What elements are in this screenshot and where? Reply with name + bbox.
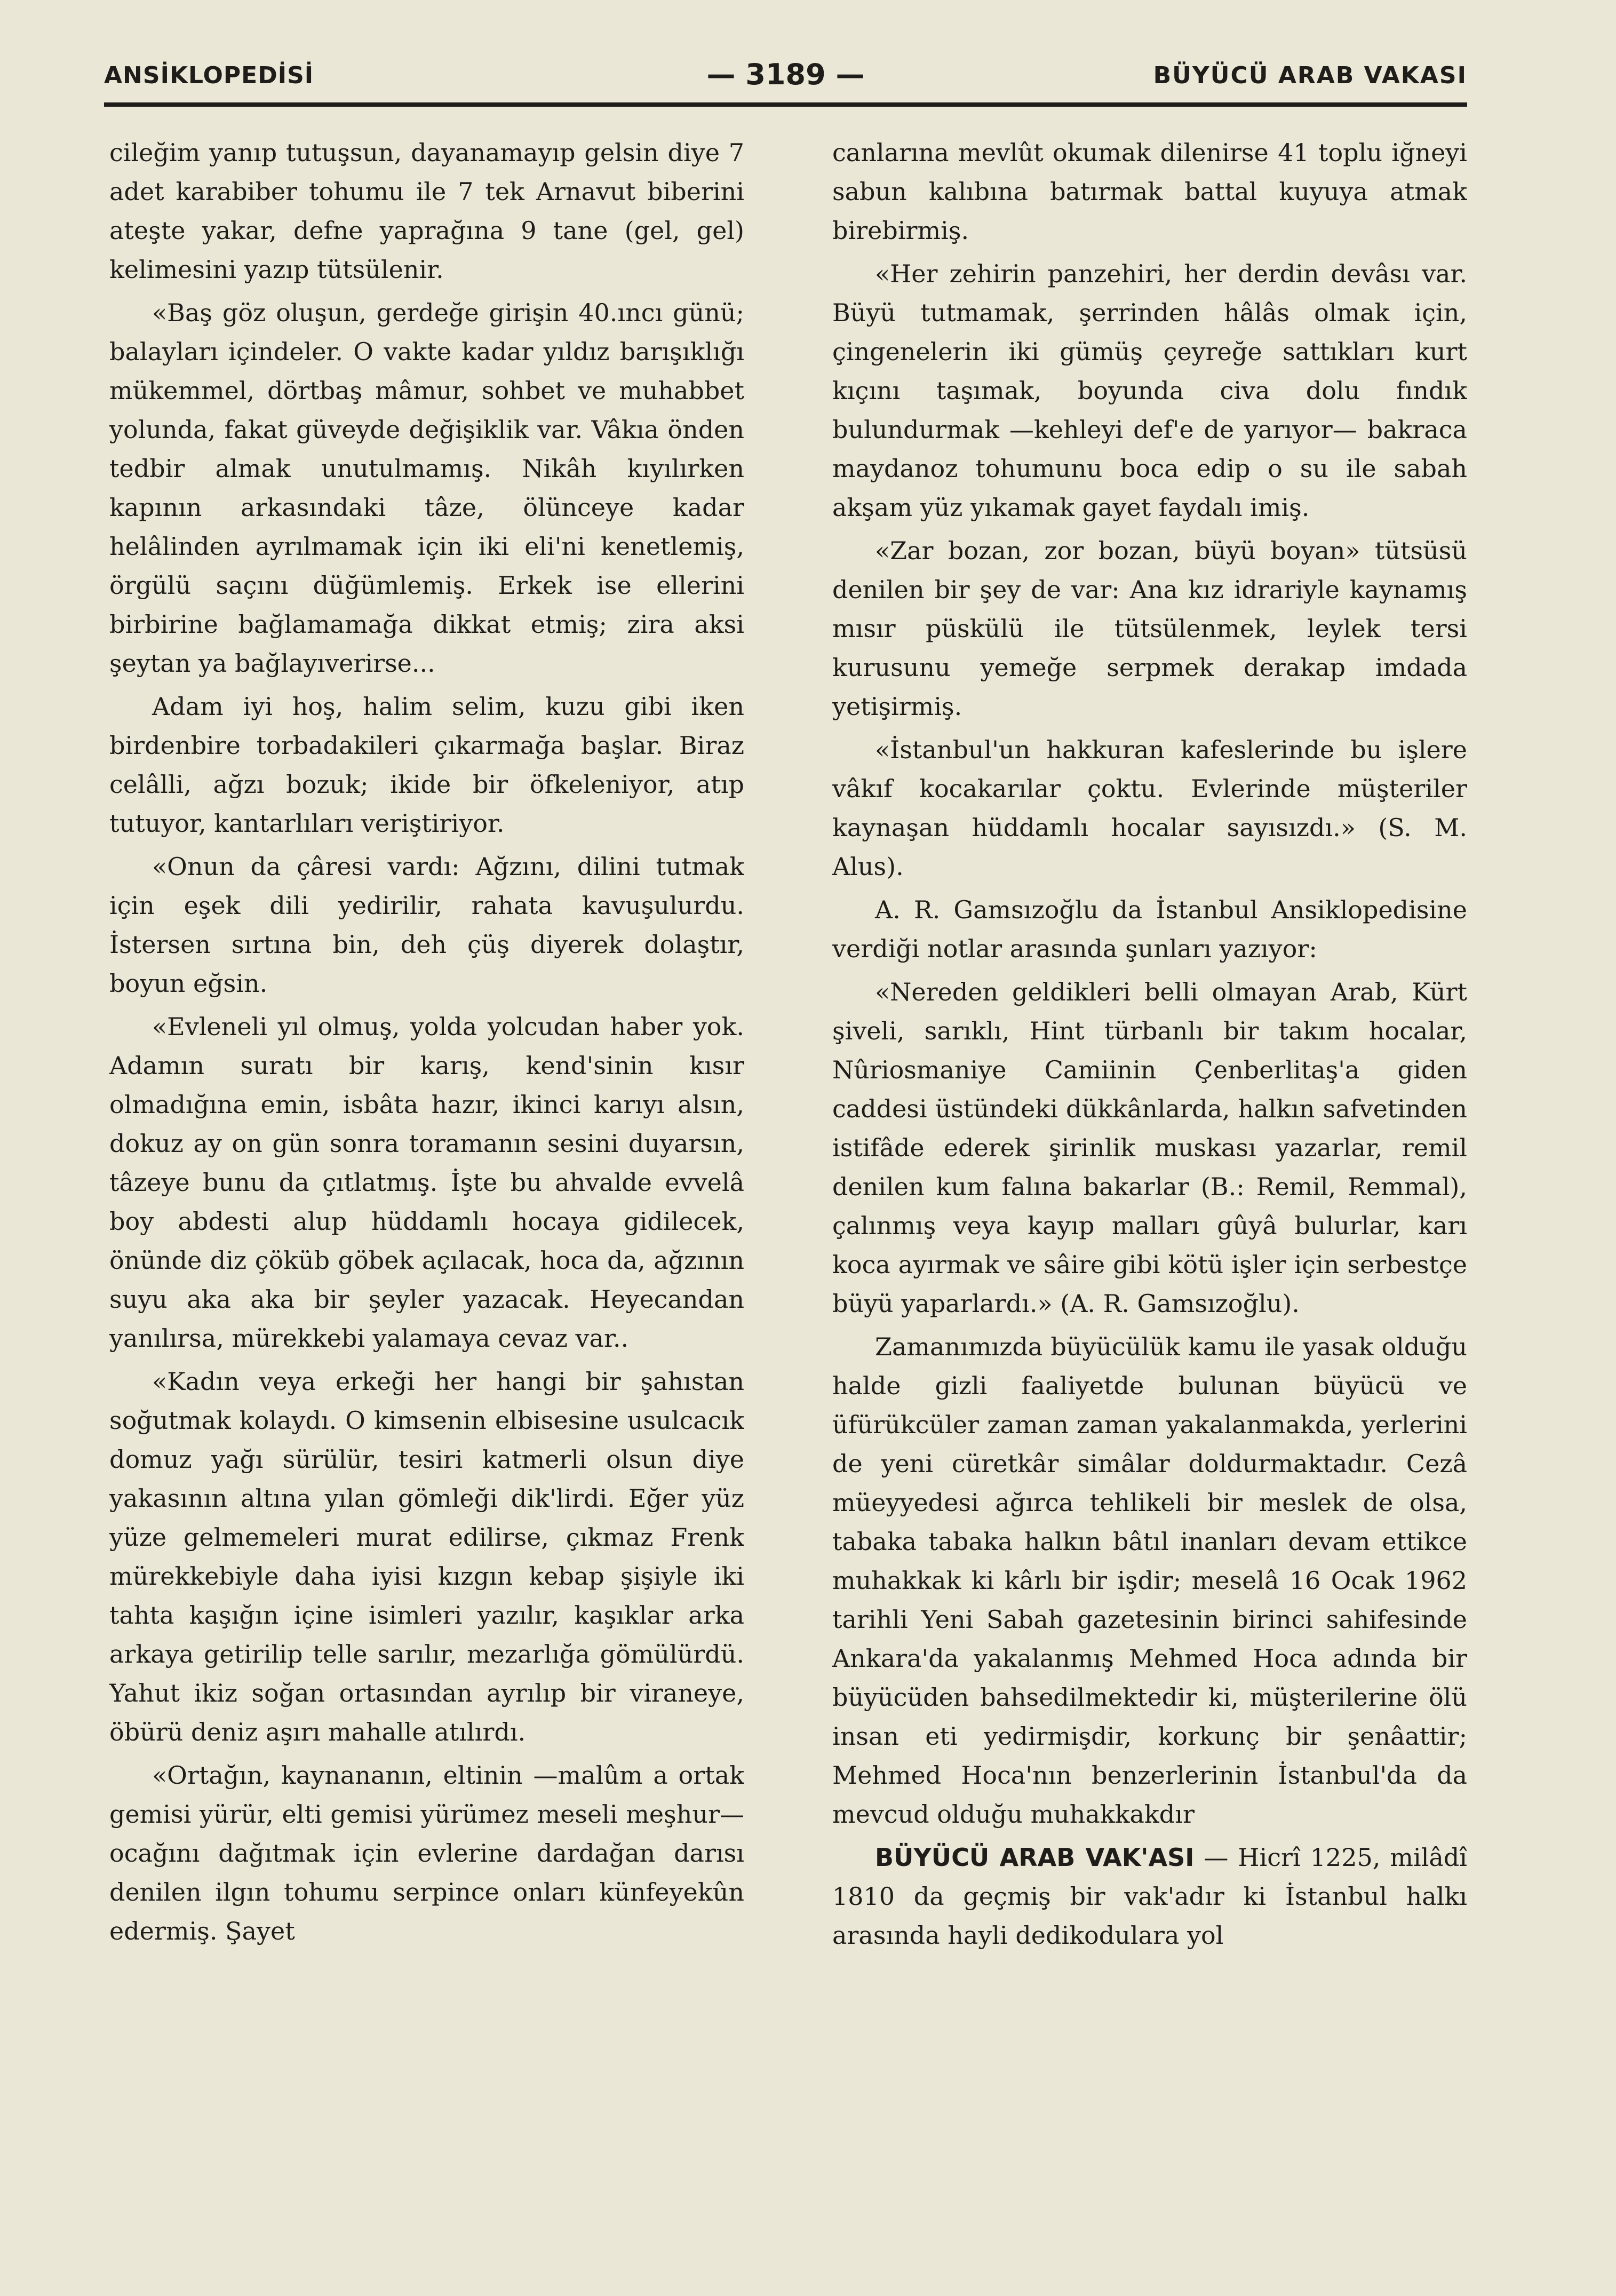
entry-heading: BÜYÜCÜ ARAB VAK'ASI [875, 1843, 1195, 1872]
paragraph: «Baş göz oluşun, gerdeğe girişin 40.ıncı günü; balayları içindeler. O vakte kadar yıldız barışıklığı mükemmel, dörtbaş mâmur, sohbet ve muhabbet yolunda, fakat güveyde değişiklik var. Vâkıa önden tedbir almak unutulmamış. Nikâh kıyılırken kapının arkasındaki tâze, ölünceye kadar helâlinden ayrılmamak için iki eli'ni kenetlemiş, örgülü saçını düğümlemiş. Erkek ise ellerini birbirine bağlamamağa dikkat etmiş; zira aksi şeytan ya bağlayıverirse... [109, 298, 744, 678]
paragraph: «Evleneli yıl olmuş, yolda yolcudan haber yok. Adamın suratı bir karış, kend'sinin kısır olmadığına emin, isbâta hazır, ikinci karıyı alsın, dokuz ay on gün sonra toramanın sesini duyarsın, tâzeye bunu da çıtlatmış. İşte bu ahvalde evvelâ boy abdesti alup hüddamlı hocaya gidilecek, önünde diz çöküb göbek açılacak, hoca da, ağzının suyu aka aka bir şeyler yazacak. Heyecandan yanılırsa, mürekkebi yalamaya cevaz var.. [109, 1012, 744, 1353]
header-encyclopedia-label: ANSİKLOPEDİSİ [104, 62, 314, 89]
paragraph: Adam iyi hoş, halim selim, kuzu gibi iken birdenbire torbadakileri çıkarmağa başlar. Biraz celâlli, ağzı bozuk; ikide bir öfkeleniyor, atıp tutuyor, kantarlıları veriştiriyor. [109, 692, 744, 838]
header-rule [104, 102, 1467, 107]
paragraph: «Nereden geldikleri belli olmayan Arab, Kürt şiveli, sarıklı, Hint türbanlı bir takım hocalar, Nûriosmaniye Camiinin Çenberlitaş'a giden caddesi üstündeki dükkânlarda, halkın safvetinden istifâde ederek şirinlik muskası yazarlar, remil denilen kum falına bakarlar (B.: Remil, Remmal), çalınmış veya kayıp malları gûyâ bulurlar, karı koca ayırmak ve sâire gibi kötü işler için serbestçe büyü yaparlardı.» (A. R. Gamsızoğlu). [832, 978, 1467, 1318]
running-header [104, 53, 1467, 101]
paragraph: cileğim yanıp tutuşsun, dayanamayıp gelsin diye 7 adet karabiber tohumu ile 7 tek Arnavut biberini ateşte yakar, defne yaprağına 9 tane (gel, gel) kelimesini yazıp tütsülenir. [109, 138, 744, 284]
left-column [109, 133, 744, 2241]
paragraph: «Ortağın, kaynananın, eltinin —malûm a ortak gemisi yürür, elti gemisi yürümez meseli meşhur— ocağını dağıtmak için evlerine dardağan darısı denilen ilgın tohumu serpince onları künfeyekûn edermiş. Şayet [109, 1761, 744, 1945]
entry-paragraph [832, 1838, 1467, 1955]
paragraph: «Kadın veya erkeği her hangi bir şahıstan soğutmak kolaydı. O kimsenin elbisesine usulcacık domuz yağı sürülür, tesiri katmerli olsun diye yakasının altına yılan gömleği dik'lirdi. Eğer yüz yüze gelmemeleri murat edilirse, çıkmaz Frenk mürekkebiyle daha iyisi kızgın kebap şişiyle iki tahta kaşığın içine isimleri yazılır, kaşıklar arka arkaya getirilip telle sarılır, mezarlığa gömülürdü. Yahut ikiz soğan ortasından ayrılıp bir viraneye, öbürü deniz aşırı mahalle atılırdı. [109, 1367, 744, 1746]
paragraph: «İstanbul'un hakkuran kafeslerinde bu işlere vâkıf kocakarılar çoktu. Evlerinde müşteriler kaynaşan hüddamlı hocalar sayısızdı.» (S. M. Alus). [832, 735, 1467, 881]
paragraph: «Zar bozan, zor bozan, büyü boyan» tütsüsü denilen bir şey de var: Ana kız idrariyle kaynamış mısır püskülü ile tütsülenmek, leylek tersi kurusunu yemeğe serpmek derakap imdada yetişirmiş. [832, 536, 1467, 721]
paragraph: A. R. Gamsızoğlu da İstanbul Ansiklopedisine verdiği notlar arasında şunları yazıyor: [832, 895, 1467, 963]
right-column [832, 133, 1467, 2241]
paragraph: «Her zehirin panzehiri, her derdin devâsı var. Büyü tutmamak, şerrinden hâlâs olmak için, çingenelerin iki gümüş çeyreğe sattıkları kurt kıçını taşımak, boyunda civa dolu fındık bulundurmak —kehleyi def'e de yarıyor— bakraca maydanoz tohumunu boca edip o su ile sabah akşam yüz yıkamak gayet faydalı imiş. [832, 259, 1467, 522]
page-number: — 3189 — [706, 58, 865, 91]
paragraph: Zamanımızda büyücülük kamu ile yasak olduğu halde gizli faaliyetde bulunan büyücü ve üfürükcüler zaman zaman yakalanmakda, yerlerini de yeni cüretkâr simâlar doldurmaktadır. Cezâ müeyyedesi ağırca tehlikeli bir meslek de olsa, tabaka tabaka halkın bâtıl inanları devam ettikce muhakkak ki kârlı bir işdir; meselâ 16 Ocak 1962 tarihli Yeni Sabah gazetesinin birinci sahifesinde Ankara'da yakalanmış Mehmed Hoca adında bir büyücüden bahsedilmektedir ki, müşterilerine ölü insan eti yedirmişdir, korkunç bir şenâattir; Mehmed Hoca'nın benzerlerinin İstanbul'da da mevcud olduğu muhakkakdır [832, 1332, 1467, 1829]
entry-text: — Hicrî 1225, milâdî 1810 da geçmiş bir vak'adır ki İstanbul halkı arasında hayli dedikodulara yol [832, 1843, 1467, 1950]
header-entry-title: BÜYÜCÜ ARAB VAKASI [1153, 62, 1467, 89]
paragraph: «Onun da çâresi vardı: Ağzını, dilini tutmak için eşek dili yedirilir, rahata kavuşulurdu. İstersen sırtına bin, deh çüş diyerek dolaştır, boyun eğsin. [109, 852, 744, 998]
paragraph: canlarına mevlût okumak dilenirse 41 toplu iğneyi sabun kalıbına batırmak battal kuyuya atmak birebirmiş. [832, 138, 1467, 245]
